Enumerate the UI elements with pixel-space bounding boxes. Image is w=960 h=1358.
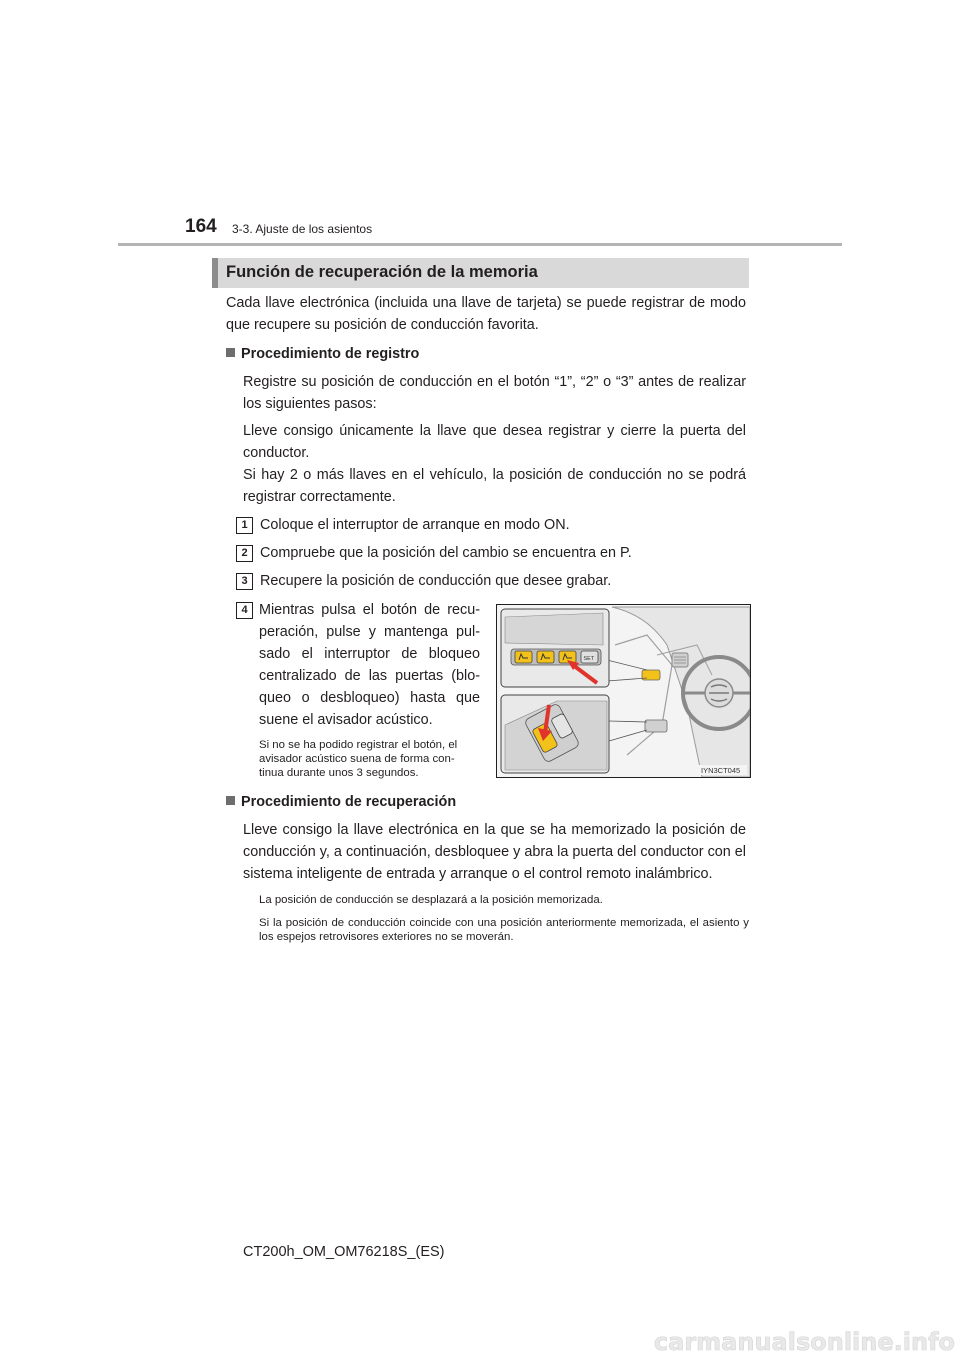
intro-paragraph: Cada llave electrónica (incluida una llave de tarjeta) se puede registrar de modo que recupere su posición de conducción favorita.: [226, 295, 746, 333]
step-text: Compruebe que la posición del cambio se encuentra en P.: [260, 545, 632, 561]
note-line: tinua durante unos 3 segundos.: [259, 767, 419, 779]
recovery-note-2: Si la posición de conducción coincide con una posición anteriormente memorizada, el asiento y los espejos retrovisores exteriores no se moverán.: [259, 917, 749, 943]
step-text: Recupere la posición de conducción que desee grabar.: [260, 573, 612, 589]
step-4-line: peración, pulse y mantenga pul-: [259, 624, 480, 640]
document-code: CT200h_OM_OM76218S_(ES): [243, 1244, 445, 1260]
page-number: 164: [185, 216, 217, 237]
registration-paragraph-2b: Si hay 2 o más llaves en el vehículo, la posición de conducción no se podrá registrar correctamente.: [243, 467, 746, 505]
step-4-line: centralizado de las puertas (blo-: [259, 668, 480, 684]
recovery-paragraph: Lleve consigo la llave electrónica en la que se ha memorizado la posición de conducción y, a continuación, desbloquee y abra la puerta del conductor con el sistema inteligente de entrada y arranque o el control remoto inalámbrico.: [243, 822, 746, 882]
section-heading-text: Función de recuperación de la memoria: [226, 263, 538, 281]
step-number-box: 1: [236, 517, 253, 534]
step-4-line: suene el avisador acústico.: [259, 712, 433, 728]
step-number-box: 2: [236, 545, 253, 562]
registration-title-text: Procedimiento de registro: [241, 346, 420, 362]
step-number-box: 4: [236, 602, 253, 619]
watermark-text: carmanualsonline.info: [653, 1328, 955, 1356]
figure-code: IYN3CT045: [701, 766, 741, 775]
note-line: avisador acústico suena de forma con-: [259, 753, 455, 765]
step-4-line: queo o desbloqueo) hasta que: [259, 690, 480, 706]
note-line: Si no se ha podido registrar el botón, el: [259, 739, 458, 751]
recovery-note-1: La posición de conducción se desplazará a la posición memorizada.: [259, 894, 603, 906]
step-4-line: sado el interruptor de bloqueo: [259, 646, 480, 662]
step-text: Coloque el interruptor de arranque en modo ON.: [260, 517, 570, 533]
recovery-title-text: Procedimiento de recuperación: [241, 794, 457, 810]
step-number-box: 3: [236, 573, 253, 590]
registration-paragraph-2a: Lleve consigo únicamente la llave que desea registrar y cierre la puerta del conductor.: [243, 423, 746, 461]
set-button-label: SET: [583, 656, 595, 662]
step-4-line: Mientras pulsa el botón de recu-: [259, 602, 480, 618]
registration-paragraph-1: Registre su posición de conducción en el botón “1”, “2” o “3” antes de realizar los siguientes pasos:: [243, 374, 746, 412]
section-title: 3-3. Ajuste de los asientos: [232, 222, 373, 236]
